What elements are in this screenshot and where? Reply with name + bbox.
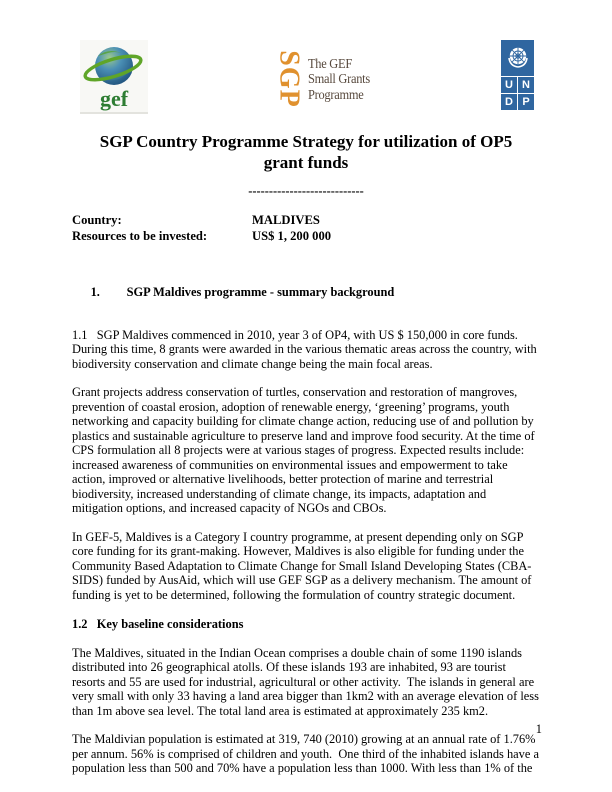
- country-label: Country:: [72, 213, 122, 228]
- resources-label: Resources to be invested:: [72, 229, 208, 244]
- section-1-title: SGP Maldives programme - summary background: [126, 284, 395, 299]
- resources-row: [72, 228, 540, 244]
- dashed-separator: ----------------------------: [248, 184, 364, 199]
- sgp-wordmark: SGP: [273, 50, 305, 108]
- section-1-number: 1.: [90, 284, 100, 299]
- paragraph-islands: The Maldives, situated in the Indian Ocean comprises a double chain of some 1190 islands distributed into 26 geographical atolls. Of these islands 193 are inhabited, 93 are tourist resorts and 55 are used for industrial, agricultural or other activity. The islands in general are very small with only 33 having a land area bigger than 1km2 with an average elevation of less than 1m above sea level. The total land area is estimated at approximately 235 km2.: [72, 645, 543, 718]
- document-title: SGP Country Programme Strategy for utilization of OP5 grant funds: [99, 132, 513, 172]
- gef-wordmark: gef: [99, 86, 129, 111]
- sgp-logo-line-3: Programme: [307, 86, 364, 102]
- logo-row: [72, 40, 540, 118]
- sgp-acronym-vertical: [274, 46, 304, 112]
- paragraph-gef5: In GEF-5, Maldives is a Category I country programme, at present depending only on SGP core funding for its grant-making. However, Maldives is also eligible for funding under the Community Based Adaptation to Climate Change for Small Island Developing States (CBA-SIDS) funded by AusAid, which will use GEF SGP as a delivery mechanism. The amount of funding is yet to be determined, following the formulation of country strategic document.: [72, 529, 535, 602]
- sgp-logo-line-1: The GEF: [307, 55, 352, 71]
- undp-logo: [501, 40, 534, 110]
- undp-letter-n: N: [518, 77, 534, 93]
- meta-block: [72, 212, 540, 244]
- un-emblem-icon: [501, 40, 534, 76]
- country-row: [72, 212, 540, 228]
- page-number: 1: [535, 722, 542, 736]
- gef-logo: [80, 40, 148, 119]
- paragraph-intro: 1.1 SGP Maldives commenced in 2010, year 3 of OP4, with US $ 150,000 in core funds. During this time, 8 grants were awarded in the various thematic areas across the country, with biodiversity conservation and climate change being the main focal areas.: [72, 327, 540, 371]
- section-1-heading: [72, 270, 540, 314]
- gef-globe-icon: [80, 40, 148, 114]
- resources-value: US$ 1, 200 000: [252, 229, 332, 244]
- undp-letter-u: U: [501, 77, 517, 93]
- sgp-logo: [274, 44, 375, 114]
- section-1-2-heading: 1.2 Key baseline considerations: [72, 617, 244, 632]
- document-body: [72, 270, 543, 776]
- paragraph-population: The Maldivian population is estimated at 319, 740 (2010) growing at an annual rate of 1.76% per annum. 56% is comprised of children and youth. One third of the inhabited islands have a population less than 500 and 70% have a population less than 1000. With less than 1% of the: [72, 732, 543, 776]
- undp-letter-grid: [501, 76, 534, 110]
- sgp-logo-line-2: Small Grants: [307, 71, 370, 87]
- undp-letter-p: P: [518, 94, 534, 110]
- undp-letter-d: D: [501, 94, 517, 110]
- sgp-logo-text: [308, 56, 370, 103]
- country-value: MALDIVES: [252, 213, 320, 228]
- paragraph-grant-projects: Grant projects address conservation of turtles, conservation and restoration of mangroves, prevention of coastal erosion, adoption of renewable energy, ‘greening’ programs, youth networking and capacity building for climate change action, reducing use of and pollution by plastics and sustainable agriculture to preserve land and improve food security. At the time of CPS formulation all 8 projects were at various stages of progress. Expected results include: increased awareness of communities on environmental issues and empowerment to take action, improved or alternative livelihoods, better protection of marine and terrestrial biodiversity, increased understanding of climate change, its impacts, adaptation and mitigation options, and increased capacity of NGOs and CBOs.: [72, 385, 538, 516]
